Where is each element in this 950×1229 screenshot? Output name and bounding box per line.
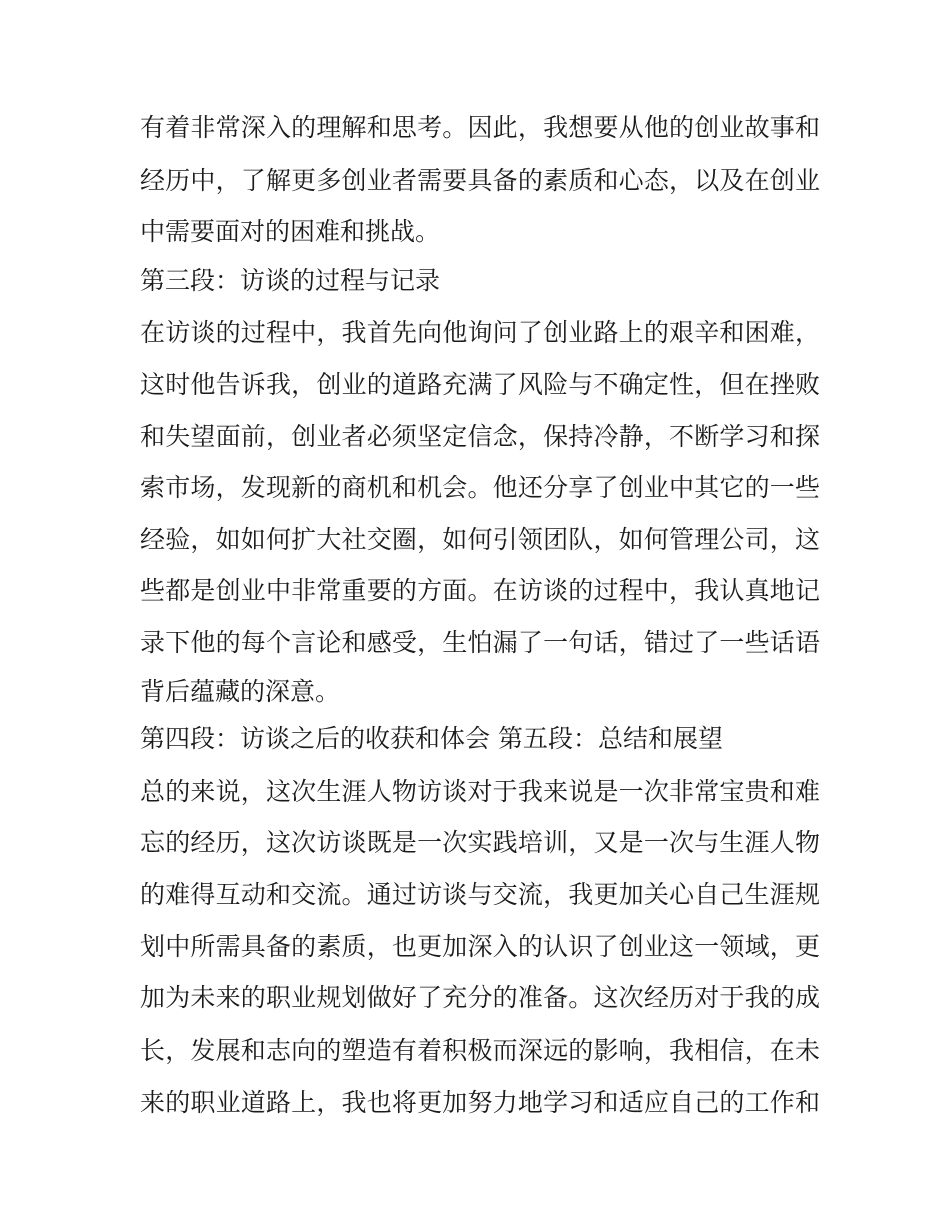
paragraph-5-line: 忘的经历，这次访谈既是一次实践培训，又是一次与生涯人物 <box>140 828 820 857</box>
paragraph-3-line: 在访谈的过程中，我首先向他询问了创业路上的艰辛和困难， <box>140 318 820 347</box>
paragraph-5-line: 总的来说，这次生涯人物访谈对于我来说是一次非常宝贵和难 <box>140 777 820 806</box>
paragraph-5-line: 长，发展和志向的塑造有着积极而深远的影响，我相信，在未 <box>140 1036 820 1065</box>
paragraph-3-line: 录下他的每个言论和感受，生怕漏了一句话，错过了一些话语 <box>140 628 820 657</box>
section-heading-4-5: 第四段：访谈之后的收获和体会 第五段：总结和展望 <box>140 724 723 753</box>
paragraph-5-line: 来的职业道路上，我也将更加努力地学习和适应自己的工作和 <box>140 1088 820 1117</box>
paragraph-3-line: 和失望面前，创业者必须坚定信念，保持冷静，不断学习和探 <box>140 422 820 451</box>
paragraph-intro-line: 经历中，了解更多创业者需要具备的素质和心态，以及在创业 <box>140 166 820 195</box>
paragraph-intro-line: 中需要面对的困难和挑战。 <box>140 217 441 246</box>
paragraph-5-line: 加为未来的职业规划做好了充分的准备。这次经历对于我的成 <box>140 983 820 1012</box>
paragraph-3-line: 索市场，发现新的商机和机会。他还分享了创业中其它的一些 <box>140 473 820 502</box>
paragraph-3-line: 经验，如如何扩大社交圈，如何引领团队，如何管理公司，这 <box>140 525 820 554</box>
paragraph-5-line: 的难得互动和交流。通过访谈与交流，我更加关心自己生涯规 <box>140 880 820 909</box>
paragraph-3-line: 背后蕴藏的深意。 <box>140 677 341 706</box>
paragraph-3-line: 些都是创业中非常重要的方面。在访谈的过程中，我认真地记 <box>140 576 820 605</box>
paragraph-5-line: 划中所需具备的素质，也更加深入的认识了创业这一领域，更 <box>140 932 820 961</box>
section-heading-3: 第三段：访谈的过程与记录 <box>140 266 441 295</box>
paragraph-3-line: 这时他告诉我，创业的道路充满了风险与不确定性，但在挫败 <box>140 370 820 399</box>
paragraph-intro-line: 有着非常深入的理解和思考。因此，我想要从他的创业故事和 <box>140 113 820 142</box>
